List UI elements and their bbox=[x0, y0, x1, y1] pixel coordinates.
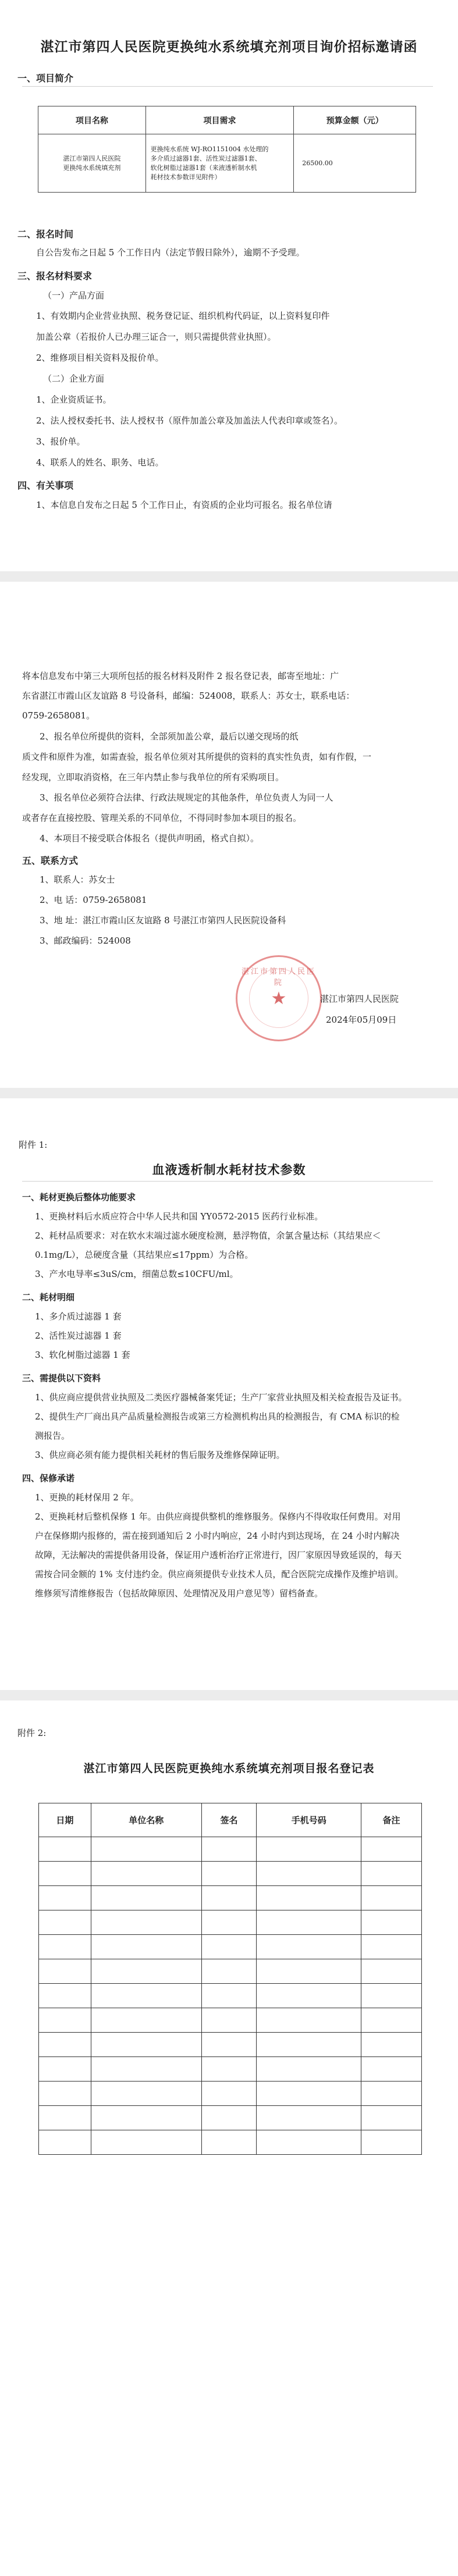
table-cell bbox=[361, 1935, 422, 1959]
table-cell bbox=[91, 2008, 201, 2033]
col-header: 项目名称 bbox=[38, 106, 146, 134]
issuer-name: 湛江市第四人民医院 bbox=[320, 994, 399, 1004]
divider bbox=[22, 86, 433, 87]
table-cell bbox=[201, 1910, 257, 1935]
paragraph: 2、更换耗材后整机保修 1 年。由供应商提供整机的维修服务。保修内不得收取任何费用。对用 bbox=[35, 1511, 401, 1522]
table-cell bbox=[201, 2106, 257, 2130]
paragraph: 东省湛江市霞山区友谊路 8 号设备科，邮编：524008，联系人：苏女士，联系电话： bbox=[22, 691, 355, 701]
table-cell bbox=[257, 2033, 361, 2057]
paragraph: 故障，无法解决的需提供备用设备，保证用户透析治疗正常进行，因厂家原因导致延误的，每天 bbox=[35, 1550, 402, 1560]
paragraph: 测报告。 bbox=[35, 1431, 70, 1441]
attachment-label: 附件 2: bbox=[17, 1728, 47, 1738]
paragraph: 维修须写清维修报告（包括故障原因、处理情况及用户意见等）留档备查。 bbox=[35, 1588, 324, 1599]
official-seal bbox=[236, 955, 322, 1041]
table-cell bbox=[91, 2130, 201, 2155]
paragraph: 需按合同金额的 1% 支付违约金。供应商须提供专业技术人员，配合医院完成操作及维护培训。 bbox=[35, 1569, 404, 1579]
table-cell bbox=[39, 2033, 91, 2057]
paragraph: 3、产水电导率≤3uS/cm，细菌总数≤10CFU/ml。 bbox=[35, 1269, 239, 1279]
budget-cell: 26500.00 bbox=[294, 134, 416, 193]
table-cell bbox=[257, 1837, 361, 1862]
col-header: 备注 bbox=[361, 1803, 422, 1837]
paragraph: 2、耗材品质要求：对在软水末端过滤水硬度检测，悬浮物值，余氯含量达标（其结果应＜ bbox=[35, 1230, 381, 1241]
attachment-title: 血液透析制水耗材技术参数 bbox=[152, 1162, 306, 1177]
table-cell bbox=[39, 1935, 91, 1959]
paragraph: 1、本信息自发布之日起 5 个工作日止，有资质的企业均可报名。报名单位请 bbox=[36, 500, 332, 510]
table-row bbox=[39, 1910, 422, 1935]
table-cell bbox=[257, 1935, 361, 1959]
seal-text: 湛江市第四人民医院 bbox=[241, 967, 316, 987]
table-cell bbox=[91, 2106, 201, 2130]
page-3 bbox=[0, 1098, 458, 1690]
section-heading: 二、报名时间 bbox=[17, 229, 74, 240]
project-table bbox=[38, 106, 416, 193]
table-row bbox=[38, 134, 416, 193]
list-item: 1、多介质过滤器 1 套 bbox=[35, 1311, 122, 1322]
paragraph: 3、供应商必须有能力提供相关耗材的售后服务及维修保障证明。 bbox=[35, 1450, 285, 1460]
table-cell bbox=[257, 2008, 361, 2033]
table-cell bbox=[39, 1910, 91, 1935]
attachment-label: 附件 1: bbox=[19, 1140, 48, 1150]
contact-phone: 2、电 话：0759-2658081 bbox=[40, 895, 147, 905]
paragraph: 4、联系人的姓名、职务、电话。 bbox=[36, 457, 164, 468]
table-cell bbox=[257, 1984, 361, 2008]
table-row bbox=[39, 1862, 422, 1886]
section-heading: 一、耗材更换后整体功能要求 bbox=[22, 1192, 136, 1202]
table-row bbox=[39, 1837, 422, 1862]
table-cell bbox=[39, 1959, 91, 1984]
cell-text: 多介质过滤器1套、活性炭过滤器1套、 bbox=[150, 154, 261, 162]
table-cell bbox=[201, 2057, 257, 2082]
table-cell bbox=[361, 2057, 422, 2082]
table-cell bbox=[39, 2057, 91, 2082]
table-row bbox=[39, 2057, 422, 2082]
table-cell bbox=[201, 2033, 257, 2057]
table-row bbox=[39, 2033, 422, 2057]
table-cell bbox=[361, 1959, 422, 1984]
table-cell bbox=[361, 2082, 422, 2106]
cell-text: 更换纯水系统填充剂 bbox=[63, 163, 121, 172]
paragraph: 2、维修项目相关资料及报价单。 bbox=[36, 353, 164, 363]
table-cell bbox=[91, 2082, 201, 2106]
contact-address: 3、地 址：湛江市霞山区友谊路 8 号湛江市第四人民医院设备科 bbox=[40, 915, 286, 926]
page-title: 湛江市第四人民医院更换纯水系统填充剂项目询价招标邀请函 bbox=[40, 39, 418, 55]
table-row bbox=[39, 1886, 422, 1910]
paragraph: 1、企业资质证书。 bbox=[36, 394, 112, 405]
paragraph: 2、提供生产厂商出具产品质量检测报告或第三方检测机构出具的检测报告，有 CMA 标识的检 bbox=[35, 1411, 400, 1422]
table-header-row bbox=[38, 106, 416, 134]
paragraph: 4、本项目不接受联合体报名（提供声明函，格式自拟）。 bbox=[40, 833, 260, 844]
col-header: 手机号码 bbox=[257, 1803, 361, 1837]
table-header-row bbox=[39, 1803, 422, 1837]
table-row bbox=[39, 1959, 422, 1984]
paragraph: 2、法人授权委托书、法人授权书（原件加盖公章及加盖法人代表印章或签名）。 bbox=[36, 415, 343, 426]
table-cell bbox=[361, 1886, 422, 1910]
section-heading: 五、联系方式 bbox=[22, 855, 79, 866]
table-row bbox=[39, 2082, 422, 2106]
issue-date: 2024年05月09日 bbox=[326, 1015, 397, 1025]
table-row bbox=[39, 2008, 422, 2033]
table-cell bbox=[361, 1910, 422, 1935]
table-cell bbox=[361, 1837, 422, 1862]
table-cell bbox=[201, 2008, 257, 2033]
table-cell bbox=[91, 1910, 201, 1935]
table-cell bbox=[361, 1862, 422, 1886]
table-row bbox=[39, 1984, 422, 2008]
col-header: 预算金额（元） bbox=[294, 106, 416, 134]
table-cell bbox=[39, 2130, 91, 2155]
seal-star-icon: ★ bbox=[271, 988, 287, 1009]
contact-person: 1、联系人：苏女士 bbox=[40, 874, 115, 885]
table-cell bbox=[201, 1935, 257, 1959]
table-cell bbox=[91, 1886, 201, 1910]
table-row bbox=[39, 2106, 422, 2130]
paragraph: 0759-2658081。 bbox=[22, 710, 95, 721]
page-1 bbox=[0, 0, 458, 571]
col-header: 项目需求 bbox=[145, 106, 294, 134]
paragraph: 0.1mg/L），总硬度含量（其结果应≤17ppm）为合格。 bbox=[35, 1250, 254, 1260]
project-requirement-cell bbox=[145, 134, 294, 193]
project-name-cell bbox=[38, 134, 146, 193]
table-cell bbox=[91, 1935, 201, 1959]
table-cell bbox=[91, 1959, 201, 1984]
table-cell bbox=[361, 2106, 422, 2130]
page-4 bbox=[0, 1700, 458, 2576]
table-cell bbox=[201, 1984, 257, 2008]
table-cell bbox=[39, 1862, 91, 1886]
table-cell bbox=[39, 2008, 91, 2033]
paragraph: 加盖公章（若报价人已办理三证合一，则只需提供营业执照）。 bbox=[36, 332, 276, 342]
section-heading: 四、保修承诺 bbox=[22, 1473, 75, 1483]
list-item: 3、软化树脂过滤器 1 套 bbox=[35, 1350, 130, 1360]
paragraph: 质文件和原件为准，如需查验，报名单位须对其所提供的资料的真实性负责，如有作假，一 bbox=[22, 752, 372, 762]
page-2 bbox=[0, 582, 458, 1088]
table-cell bbox=[201, 1837, 257, 1862]
subsection-heading: （一）产品方面 bbox=[43, 290, 105, 301]
section-heading: 三、需提供以下资料 bbox=[22, 1373, 101, 1383]
table-cell bbox=[91, 1862, 201, 1886]
registration-table bbox=[38, 1803, 422, 2155]
table-row bbox=[39, 1935, 422, 1959]
table-cell bbox=[39, 1886, 91, 1910]
table-cell bbox=[201, 1862, 257, 1886]
section-heading: 一、项目简介 bbox=[17, 73, 74, 84]
col-header: 签名 bbox=[201, 1803, 257, 1837]
paragraph: 1、供应商应提供营业执照及二类医疗器械备案凭证；生产厂家营业执照及相关检查报告及证书。 bbox=[35, 1392, 407, 1403]
form-title: 湛江市第四人民医院更换纯水系统填充剂项目报名登记表 bbox=[83, 1762, 375, 1775]
table-cell bbox=[361, 2008, 422, 2033]
cell-text: 耗材技术参数详见附件） bbox=[150, 173, 221, 181]
paragraph: 将本信息发布中第三大项所包括的报名材料及附件 2 报名登记表，邮寄至地址：广 bbox=[22, 671, 339, 681]
list-item: 2、活性炭过滤器 1 套 bbox=[35, 1330, 122, 1341]
table-row bbox=[39, 2130, 422, 2155]
table-cell bbox=[91, 2057, 201, 2082]
paragraph: 3、报价单。 bbox=[36, 436, 86, 447]
table-cell bbox=[39, 2106, 91, 2130]
section-heading: 四、有关事项 bbox=[17, 480, 74, 491]
cell-text: 湛江市第四人民医院 bbox=[63, 154, 121, 162]
table-cell bbox=[257, 1886, 361, 1910]
registration-rows bbox=[39, 1837, 422, 2155]
paragraph: 1、更换材料后水质应符合中华人民共和国 YY0572-2015 医药行业标准。 bbox=[35, 1211, 324, 1222]
paragraph: 1、更换的耗材保用 2 年。 bbox=[35, 1492, 139, 1503]
section-heading: 三、报名材料要求 bbox=[17, 271, 93, 282]
table-cell bbox=[257, 2106, 361, 2130]
paragraph: 或者存在直接控股、管理关系的不同单位，不得同时参加本项目的报名。 bbox=[22, 813, 302, 823]
paragraph: 3、报名单位必须符合法律、行政法规规定的其他条件，单位负责人为同一人 bbox=[40, 792, 333, 803]
col-header: 日期 bbox=[39, 1803, 91, 1837]
paragraph: 户在保修期内报修的，需在接到通知后 2 小时内响应，24 小时内到达现场，在 24 小时内解决 bbox=[35, 1531, 400, 1541]
paragraph: 2、报名单位所提供的资料，全部须加盖公章，最后以递交现场的纸 bbox=[40, 731, 299, 742]
table-cell bbox=[361, 1984, 422, 2008]
col-header: 单位名称 bbox=[91, 1803, 201, 1837]
table-cell bbox=[361, 2033, 422, 2057]
section-heading: 二、耗材明细 bbox=[22, 1292, 75, 1303]
table-cell bbox=[91, 2033, 201, 2057]
table-cell bbox=[257, 2057, 361, 2082]
table-cell bbox=[201, 1886, 257, 1910]
table-cell bbox=[91, 1984, 201, 2008]
table-cell bbox=[257, 2130, 361, 2155]
paragraph: 经发现，立即取消资格，在三年内禁止参与我单位的所有采购项目。 bbox=[22, 772, 285, 782]
table-cell bbox=[39, 1984, 91, 2008]
table-cell bbox=[39, 2082, 91, 2106]
table-cell bbox=[257, 1862, 361, 1886]
table-cell bbox=[201, 2082, 257, 2106]
table-cell bbox=[257, 1910, 361, 1935]
divider bbox=[22, 1181, 433, 1182]
paragraph: 自公告发布之日起 5 个工作日内（法定节假日除外），逾期不予受理。 bbox=[36, 247, 305, 258]
cell-text: 更换纯水系统 WJ-RO1151004 水处理的 bbox=[150, 145, 269, 153]
table-cell bbox=[257, 2082, 361, 2106]
table-cell bbox=[39, 1837, 91, 1862]
subsection-heading: （二）企业方面 bbox=[43, 373, 105, 384]
paragraph: 1、有效期内企业营业执照、税务登记证、组织机构代码证，以上资料复印件 bbox=[36, 311, 330, 321]
cell-text: 软化树脂过滤器1套（来液透析制水机 bbox=[150, 163, 257, 172]
table-cell bbox=[361, 2130, 422, 2155]
table-cell bbox=[257, 1959, 361, 1984]
contact-postcode: 3、邮政编码：524008 bbox=[40, 935, 131, 946]
table-cell bbox=[201, 1959, 257, 1984]
table-cell bbox=[91, 1837, 201, 1862]
table-cell bbox=[201, 2130, 257, 2155]
